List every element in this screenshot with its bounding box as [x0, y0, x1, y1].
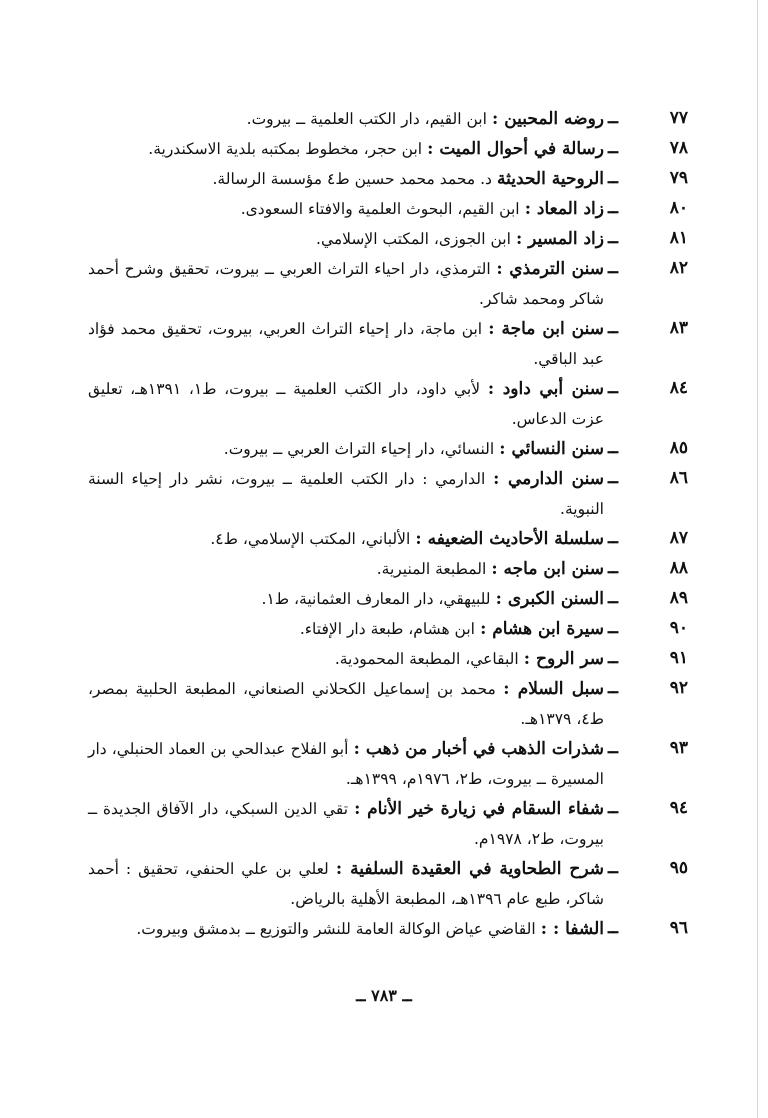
- entry-number: ٩٢: [669, 678, 688, 698]
- entry-number: ٨٨: [669, 558, 688, 578]
- entry-title: سنن ابن ماجة :: [488, 319, 604, 339]
- entry-dash: ــ: [608, 528, 618, 548]
- bibliography-entry-93: [88, 734, 688, 794]
- bibliography-entry-83: [88, 314, 688, 374]
- entry-title: الشفا : :: [540, 919, 604, 939]
- page-edge-line: [757, 0, 758, 1118]
- bibliography-entry-92: [88, 674, 688, 734]
- entry-number: ٨٤: [669, 378, 688, 398]
- entry-number: ٨٩: [669, 588, 688, 608]
- entry-number: ٩٣: [669, 738, 688, 758]
- entry-title: سنن النسائي :: [499, 439, 604, 459]
- entry-title: سيرة ابن هشام :: [480, 619, 604, 639]
- bibliography-entry-78: [88, 134, 688, 164]
- entry-number: ٩٦: [669, 918, 688, 938]
- entry-title: السنن الكبرى :: [495, 589, 604, 609]
- entry-dash: ــ: [608, 438, 618, 458]
- entry-dash: ــ: [608, 468, 618, 488]
- entry-title: سنن ابن ماجه :: [491, 559, 604, 579]
- bibliography-entry-90: [88, 614, 688, 644]
- entry-title: سلسلة الأحاديث الضعيفه :: [415, 529, 604, 549]
- bibliography-list: [88, 104, 688, 944]
- entry-detail: ابن حجر، مخطوط بمكتبه بلدية الاسكندرية.: [148, 140, 423, 158]
- entry-dash: ــ: [608, 798, 618, 818]
- entry-detail: تقي الدين السبكي، دار الآفاق الجديدة ــ بيروت، ط٢، ١٩٧٨م.: [88, 800, 604, 848]
- entry-number: ٩٥: [669, 858, 688, 878]
- entry-detail: ابن هشام، طبعة دار الإفتاء.: [299, 620, 475, 638]
- entry-number: ٨٠: [669, 198, 688, 218]
- entry-dash: ــ: [608, 648, 618, 668]
- entry-number: ٨٥: [669, 438, 688, 458]
- entry-dash: ــ: [608, 738, 618, 758]
- entry-number: ٨٢: [669, 258, 688, 278]
- bibliography-entry-87: [88, 524, 688, 554]
- bibliography-entry-80: [88, 194, 688, 224]
- entry-dash: ــ: [608, 198, 618, 218]
- bibliography-entry-94: [88, 794, 688, 854]
- entry-title: روضه المحبين :: [492, 109, 604, 129]
- entry-dash: ــ: [608, 378, 618, 398]
- entry-number: ٧٨: [669, 138, 688, 158]
- entry-detail: ابن القيم، البحوث العلمية والافتاء السعودى.: [240, 200, 520, 218]
- entry-title: رسالة في أحوال الميت :: [427, 139, 604, 159]
- entry-detail: الدارمي : دار الكتب العلمية ــ بيروت، نشر دار إحياء السنة النبوية.: [88, 470, 604, 518]
- entry-number: ٧٧: [669, 108, 688, 128]
- bibliography-entry-95: [88, 854, 688, 914]
- entry-detail: ابن ماجة، دار إحياء التراث العربي، بيروت، تحقيق محمد فؤاد عبد الباقي.: [88, 320, 604, 368]
- entry-detail: ابن الجوزى، المكتب الإسلامي.: [316, 230, 511, 248]
- entry-number: ٨١: [669, 228, 688, 248]
- entry-number: ٩٠: [669, 618, 688, 638]
- entry-dash: ــ: [608, 678, 618, 698]
- entry-title: الروحية الحديثة: [497, 169, 604, 189]
- entry-dash: ــ: [608, 858, 618, 878]
- entry-title: سنن أبي داود :: [487, 379, 604, 399]
- entry-detail: أبو الفلاح عبدالحي بن العماد الحنبلي، دار المسيرة ــ بيروت، ط٢، ١٩٧٦م، ١٣٩٩هـ.: [88, 740, 604, 788]
- entry-number: ٩٤: [669, 798, 688, 818]
- entry-dash: ــ: [608, 588, 618, 608]
- entry-number: ٨٧: [669, 528, 688, 548]
- entry-dash: ــ: [608, 618, 618, 638]
- bibliography-entry-82: [88, 254, 688, 314]
- entry-title: سنن الدارمي :: [493, 469, 604, 489]
- entry-title: سنن الترمذي :: [496, 259, 604, 279]
- page-number: ــ ٧٨٣ ــ: [356, 986, 412, 1005]
- entry-title: سر الروح :: [523, 649, 604, 669]
- bibliography-entry-84: [88, 374, 688, 434]
- entry-dash: ــ: [608, 168, 618, 188]
- entry-title: شذرات الذهب في أخبار من ذهب :: [353, 739, 605, 759]
- entry-title: زاد المعاد :: [524, 199, 604, 219]
- entry-dash: ــ: [608, 228, 618, 248]
- entry-detail: القاضي عياض الوكالة العامة للنشر والتوزيع ــ بدمشق وبيروت.: [136, 920, 536, 938]
- bibliography-entry-81: [88, 224, 688, 254]
- entry-detail: لأبي داود، دار الكتب العلمية ــ بيروت، ط١، ١٣٩١هـ، تعليق عزت الدعاس.: [88, 380, 604, 428]
- entry-detail: ابن القيم، دار الكتب العلمية ــ بيروت.: [246, 110, 487, 128]
- entry-number: ٧٩: [669, 168, 688, 188]
- entry-dash: ــ: [608, 258, 618, 278]
- bibliography-entry-89: [88, 584, 688, 614]
- entry-detail: البقاعي، المطبعة المحمودية.: [334, 650, 519, 668]
- entry-dash: ــ: [608, 138, 618, 158]
- entry-dash: ــ: [608, 918, 618, 938]
- entry-detail: المطبعة المنيرية.: [376, 560, 487, 578]
- entry-title: زاد المسير :: [515, 229, 604, 249]
- entry-detail: لعلي بن علي الحنفي، تحقيق : أحمد شاكر، طبع عام ١٣٩٦هـ، المطبعة الأهلية بالرياض.: [88, 860, 604, 908]
- bibliography-entry-96: [88, 914, 688, 944]
- bibliography-entry-85: [88, 434, 688, 464]
- entry-number: ٨٣: [669, 318, 688, 338]
- entry-title: شفاء السقام في زيارة خير الأنام :: [354, 799, 604, 819]
- entry-title: سبل السلام :: [503, 679, 604, 699]
- entry-detail: الألباني، المكتب الإسلامي، ط٤.: [210, 530, 411, 548]
- entry-detail: للبيهقي، دار المعارف العثمانية، ط١.: [261, 590, 491, 608]
- bibliography-entry-77: [88, 104, 688, 134]
- entry-title: شرح الطحاوية في العقيدة السلفية :: [335, 859, 604, 879]
- entry-dash: ــ: [608, 108, 618, 128]
- entry-number: ٨٦: [669, 468, 688, 488]
- entry-detail: محمد بن إسماعيل الكحلاني الصنعاني، المطبعة الحلبية بمصر، ط٤، ١٣٧٩هـ.: [88, 680, 604, 728]
- entry-dash: ــ: [608, 318, 618, 338]
- entry-dash: ــ: [608, 558, 618, 578]
- bibliography-entry-91: [88, 644, 688, 674]
- bibliography-entry-79: [88, 164, 688, 194]
- bibliography-entry-86: [88, 464, 688, 524]
- entry-detail: الترمذي، دار احياء التراث العربي ــ بيروت، تحقيق وشرح أحمد شاكر ومحمد شاكر.: [88, 260, 604, 308]
- entry-detail: د. محمد محمد حسين ط٤ مؤسسة الرسالة.: [212, 170, 492, 188]
- entry-detail: النسائي، دار إحياء التراث العربي ــ بيروت.: [223, 440, 495, 458]
- bibliography-entry-88: [88, 554, 688, 584]
- entry-number: ٩١: [669, 648, 688, 668]
